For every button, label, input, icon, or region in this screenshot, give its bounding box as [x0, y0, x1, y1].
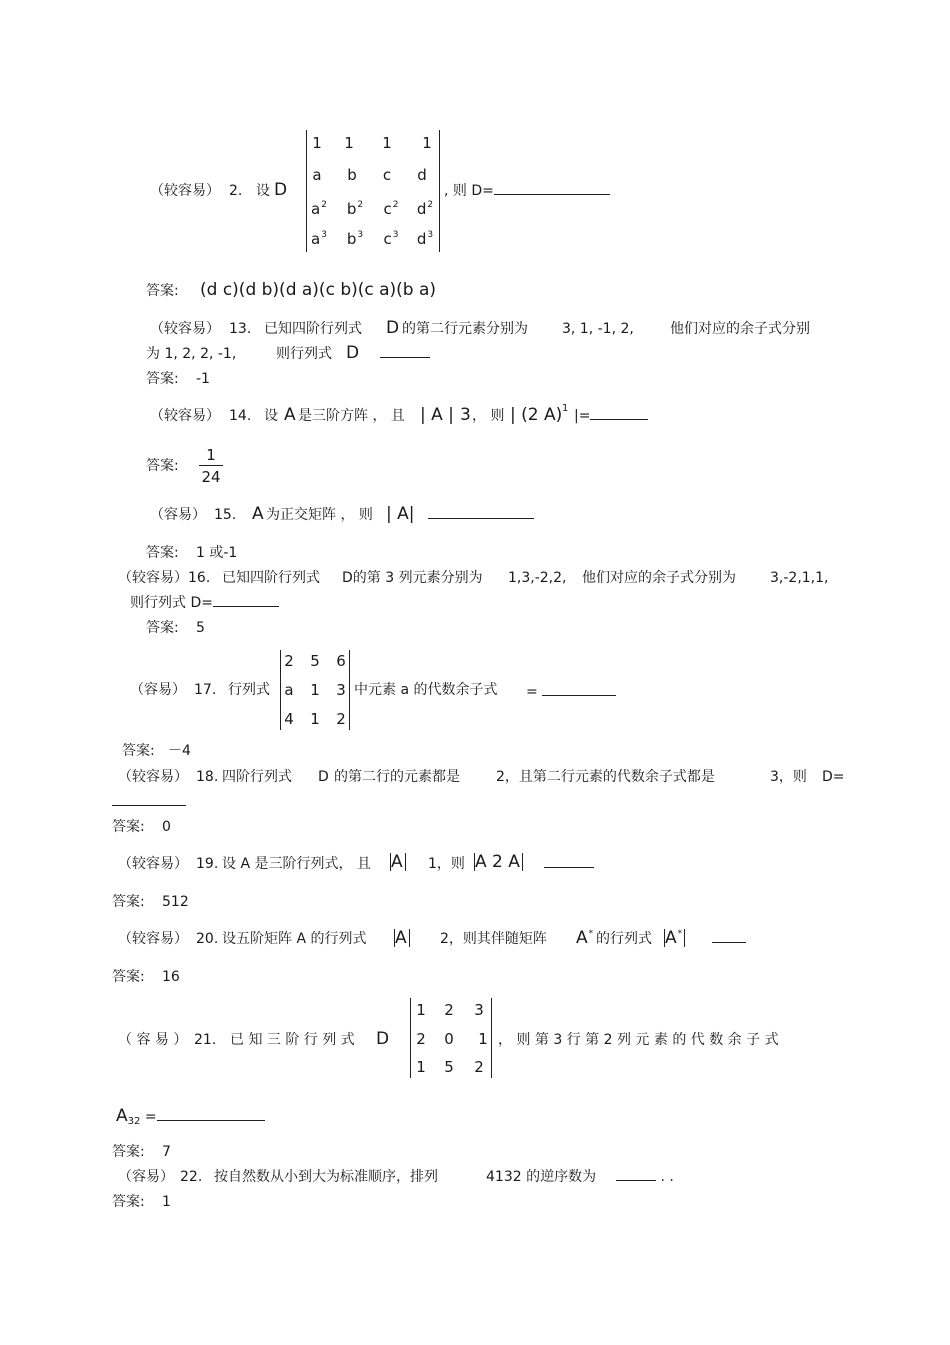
- matrix-cell: a: [312, 166, 322, 184]
- q17-blank: =: [526, 683, 616, 701]
- q17-number: 17.: [194, 682, 217, 698]
- q16-number: 16.: [188, 570, 211, 586]
- q14-text: ， 则: [472, 408, 505, 424]
- q16-text: 他们对应的余子式分别为: [582, 570, 736, 586]
- matrix-cell: 5: [310, 652, 320, 670]
- q16-text: 已知四阶行列式: [222, 570, 320, 586]
- q20-symbol: A*: [576, 928, 594, 948]
- matrix-cell: $b^3$: [346, 230, 364, 248]
- q17-answer-label: 答案:: [122, 743, 155, 759]
- matrix-cell: 3: [474, 1001, 484, 1019]
- q16-answer-label: 答案:: [146, 620, 179, 636]
- q17-answer: －4: [168, 743, 191, 759]
- matrix-cell: $d^3$: [416, 230, 434, 248]
- q18-text: 的第二行的元素都是: [334, 769, 460, 785]
- matrix-cell: b: [347, 166, 357, 184]
- matrix-cell: 2: [416, 1030, 426, 1048]
- q19-abs-a: A: [390, 853, 406, 871]
- q22-number: 22.: [180, 1169, 203, 1185]
- q14-symbol: A: [284, 405, 296, 425]
- q20-text: 2，则其伴随矩阵: [440, 931, 547, 947]
- q14-abs: | A |: [420, 405, 454, 425]
- q21-answer-label: 答案:: [112, 1144, 145, 1160]
- q13-difficulty: （较容易）: [150, 321, 220, 337]
- q16-text: D的第 3 列元素分别为: [342, 570, 483, 586]
- q20-abs-b: A*: [664, 929, 685, 947]
- q18-text: 2，且第二行元素的代数余子式都是: [496, 769, 715, 785]
- q18-symbol: D: [318, 769, 329, 785]
- q18-answer-label: 答案:: [112, 819, 145, 835]
- q22-blank: . .: [616, 1168, 674, 1186]
- q16-answer: 5: [196, 620, 205, 636]
- q15-text: 为正交矩阵 ， 则: [266, 507, 373, 523]
- q20-text: 的行列式: [596, 931, 652, 947]
- q13-values: 3, 1, -1, 2,: [562, 321, 634, 337]
- matrix-cell: $a^2$: [311, 200, 327, 218]
- q15-symbol: A: [252, 504, 264, 524]
- matrix-cell: 2: [474, 1058, 484, 1076]
- q2-answer: (d c)(d b)(d a)(c b)(c a)(b a): [200, 280, 437, 300]
- q19-text: 1，则: [428, 856, 465, 872]
- q17-text: 中元素 a 的代数余子式: [354, 682, 498, 698]
- q2-tail: , 则 D=: [444, 182, 610, 200]
- q20-text: 设五阶矩阵 A 的行列式: [222, 931, 367, 947]
- q21-a32: $A_{32}$ =: [116, 1107, 265, 1128]
- matrix-cell: 6: [336, 652, 346, 670]
- matrix-cell: 2: [284, 652, 294, 670]
- q20-difficulty: （较容易）: [118, 931, 188, 947]
- q16-values: 3,-2,1,1,: [770, 570, 829, 586]
- q13-text: 他们对应的余子式分别: [670, 321, 810, 337]
- matrix-cell: $c^2$: [383, 200, 399, 218]
- matrix-cell: 1: [416, 1001, 426, 1019]
- matrix-cell: 0: [444, 1030, 454, 1048]
- q21-text: 已 知 三 阶 行 列 式: [230, 1032, 355, 1048]
- q2-answer-label: 答案:: [146, 283, 179, 299]
- q2-difficulty: （较容易）: [150, 183, 220, 199]
- matrix-cell: 1: [422, 134, 432, 152]
- q22-answer: 1: [162, 1194, 171, 1210]
- q19-abs-b: A 2 A: [474, 853, 523, 871]
- q20-abs-a: A: [394, 929, 410, 947]
- q13-blank: [380, 345, 430, 363]
- q18-answer: 0: [162, 819, 171, 835]
- q13-symbol: D: [346, 343, 360, 363]
- q14-value: 3: [460, 405, 471, 425]
- matrix-cell: 1: [382, 134, 392, 152]
- q19-answer-label: 答案:: [112, 894, 145, 910]
- q21-symbol: D: [376, 1029, 390, 1049]
- q17-text: 行列式: [228, 682, 270, 698]
- matrix-cell: c: [382, 166, 392, 184]
- q19-answer: 512: [162, 894, 189, 910]
- q14-answer-fraction: 1 24: [198, 445, 224, 488]
- q21-determinant: [410, 998, 492, 1078]
- q14-expr: | (2 A): [510, 405, 563, 425]
- matrix-cell: 1: [310, 710, 320, 728]
- q14-difficulty: （较容易）: [150, 408, 220, 424]
- q20-answer-label: 答案:: [112, 969, 145, 985]
- q20-blank: [712, 930, 746, 948]
- q18-text: 3，则: [770, 769, 807, 785]
- matrix-cell: 3: [336, 681, 346, 699]
- q13-number: 13.: [229, 321, 252, 337]
- matrix-cell: 1: [312, 134, 322, 152]
- q19-text: 设 A 是三阶行列式， 且: [222, 856, 371, 872]
- matrix-cell: $c^3$: [383, 230, 399, 248]
- q14-text: 设: [264, 408, 278, 424]
- q2-symbol: D: [274, 180, 288, 200]
- q18-text: 四阶行列式: [222, 769, 292, 785]
- matrix-cell: 4: [284, 710, 294, 728]
- q13-line2: 则行列式: [276, 346, 332, 362]
- q18-number: 18.: [196, 769, 219, 785]
- q16-values: 1,3,-2,2,: [508, 570, 567, 586]
- q18-tail: D=: [822, 769, 845, 785]
- matrix-cell: 1: [416, 1058, 426, 1076]
- q15-abs: | A|: [386, 504, 415, 524]
- q15-difficulty: （容易）: [150, 507, 206, 523]
- q15-answer-label: 答案:: [146, 545, 179, 561]
- matrix-cell: 1: [310, 681, 320, 699]
- q14-answer-label: 答案:: [146, 458, 179, 474]
- matrix-cell: $a^3$: [311, 230, 327, 248]
- q21-difficulty: （ 容 易 ）: [118, 1032, 188, 1048]
- matrix-cell: 2: [336, 710, 346, 728]
- q13-symbol: D: [386, 318, 400, 338]
- q16-line2: 则行列式 D=: [130, 594, 279, 612]
- matrix-cell: 5: [444, 1058, 454, 1076]
- q13-line2: 为 1, 2, 2, -1,: [146, 346, 237, 362]
- q20-answer: 16: [162, 969, 180, 985]
- q21-number: 21.: [194, 1032, 217, 1048]
- matrix-cell: d: [417, 166, 427, 184]
- matrix-cell: 2: [444, 1001, 454, 1019]
- q17-difficulty: （容易）: [130, 682, 186, 698]
- q22-difficulty: （容易）: [118, 1169, 174, 1185]
- q15-blank: [428, 506, 534, 524]
- q13-answer-label: 答案:: [146, 371, 179, 387]
- q16-difficulty: （较容易）: [118, 570, 188, 586]
- matrix-cell: 1: [478, 1030, 488, 1048]
- q15-answer: 1 或-1: [196, 545, 238, 561]
- q14-tail: |=: [574, 407, 648, 425]
- q21-text: ， 则 第 3 行 第 2 列 元 素 的 代 数 余 子 式: [498, 1032, 779, 1048]
- q14-number: 14.: [229, 408, 252, 424]
- q15-number: 15.: [214, 507, 237, 523]
- matrix-cell: $d^2$: [416, 200, 434, 218]
- q17-determinant: [280, 650, 350, 730]
- q18-difficulty: （较容易）: [118, 769, 188, 785]
- q14-exponent: 1: [562, 403, 569, 414]
- q19-number: 19.: [196, 856, 219, 872]
- q22-text: 4132 的逆序数为: [486, 1169, 597, 1185]
- q22-text: 按自然数从小到大为标准顺序，排列: [214, 1169, 438, 1185]
- q2-number: 2.: [229, 183, 243, 199]
- matrix-cell: $b^2$: [346, 200, 364, 218]
- q14-text: 是三阶方阵 ， 且: [298, 408, 405, 424]
- q18-blank: [112, 793, 186, 811]
- q2-text: 设: [256, 183, 270, 199]
- matrix-cell: 1: [344, 134, 354, 152]
- q19-blank: [544, 855, 594, 873]
- q13-text: 的第二行元素分别为: [402, 321, 528, 337]
- q13-answer: -1: [196, 371, 210, 387]
- q2-determinant: [306, 130, 440, 252]
- q20-number: 20.: [196, 931, 219, 947]
- q21-answer: 7: [162, 1144, 171, 1160]
- q13-text: 已知四阶行列式: [264, 321, 362, 337]
- matrix-cell: a: [284, 681, 294, 699]
- q22-answer-label: 答案:: [112, 1194, 145, 1210]
- q19-difficulty: （较容易）: [118, 856, 188, 872]
